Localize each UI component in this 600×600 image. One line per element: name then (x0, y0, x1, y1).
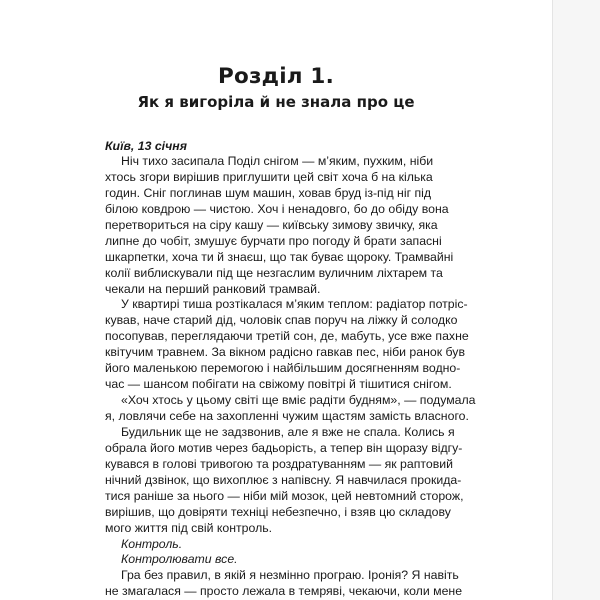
text-line: хтось згори вирішив приглушити цей світ хоча б на кілька (105, 169, 433, 184)
text-line: «Хоч хтось у цьому світі ще вміє радіти будням», — подумала (121, 393, 476, 408)
text-line: посопував, переглядаючи третій сон, де, мабуть, усе вже пахне (105, 329, 469, 344)
text-line: вирішив, що довіряти техніці небезпечно, і взяв цю складову (105, 504, 451, 519)
text-line: годин. Сніг поглинав шум машин, ховав бруд із-під ніг під (105, 185, 432, 200)
text-line: мого життя під свій контроль. (105, 520, 273, 535)
text-line: Будильник ще не задзвонив, але я вже не спала. Колись я (121, 424, 455, 439)
text-line: обрала його мотив через бадьорість, а тепер він щоразу відгу- (105, 440, 463, 455)
text-line: чекали на перший ранковий трамвай. (105, 281, 321, 296)
text-line: кував, наче старий дід, чоловік спав поруч на ліжку й солодко (105, 313, 458, 328)
chapter-subtitle: Як я вигоріла й не знала про це (137, 93, 415, 111)
text-line: нічний дзвінок, що вихоплює з напівсну. Я навчилася прокида- (105, 472, 462, 487)
text-line: шкарпетки, хоча ти й знаєш, що так буває щороку. Трамвайні (105, 249, 454, 264)
text-line: Гра без правил, в якій я незмінно програю. Іронія? Я навіть (121, 568, 459, 583)
text-line: не змагалася — просто лежала в темряві, чекаючи, коли мене (105, 584, 463, 599)
text-line: час — шансом побігати на свіжому повітрі й тішитися снігом. (105, 377, 452, 392)
text-line: перетвориться на сіру кашу — київську зимову звичку, яка (105, 217, 438, 232)
dateline: Київ, 13 січня (105, 139, 187, 153)
chapter-title: Розділ 1. (218, 64, 334, 89)
text-line: Ніч тихо засипала Поділ снігом — м’яким, пухким, ніби (121, 154, 434, 168)
text-line: Контролювати все. (121, 552, 238, 567)
text-line: я, ловлячи себе на захопленні чужим щастям замість власного. (105, 409, 469, 423)
text-line: Контроль. (121, 536, 183, 551)
page-edge (552, 0, 600, 600)
text-line: тися раніше за нього — ніби мій мозок, цей невтомний сторож, (105, 488, 464, 503)
text-line: колії виблискували під ще незгаслим вуличним ліхтарем та (105, 265, 443, 280)
text-line: липне до чобіт, змушує бурчати про погоду й брати запасні (105, 233, 442, 248)
body-text (105, 154, 565, 600)
text-line: його маленькою перемогою і найбільшим досягненням водно- (105, 361, 461, 376)
text-line: У квартирі тиша розтікалася м’яким теплом: радіатор потріс- (121, 297, 468, 312)
text-line: білою ковдрою — чистою. Хоч і ненадовго, бо до обіду вона (105, 201, 449, 216)
text-line: кувався в голові тривогою та роздратуванням — як раптовий (105, 456, 453, 471)
text-line: квітучим травнем. За вікном радісно гавкав пес, ніби ранок був (105, 345, 465, 360)
